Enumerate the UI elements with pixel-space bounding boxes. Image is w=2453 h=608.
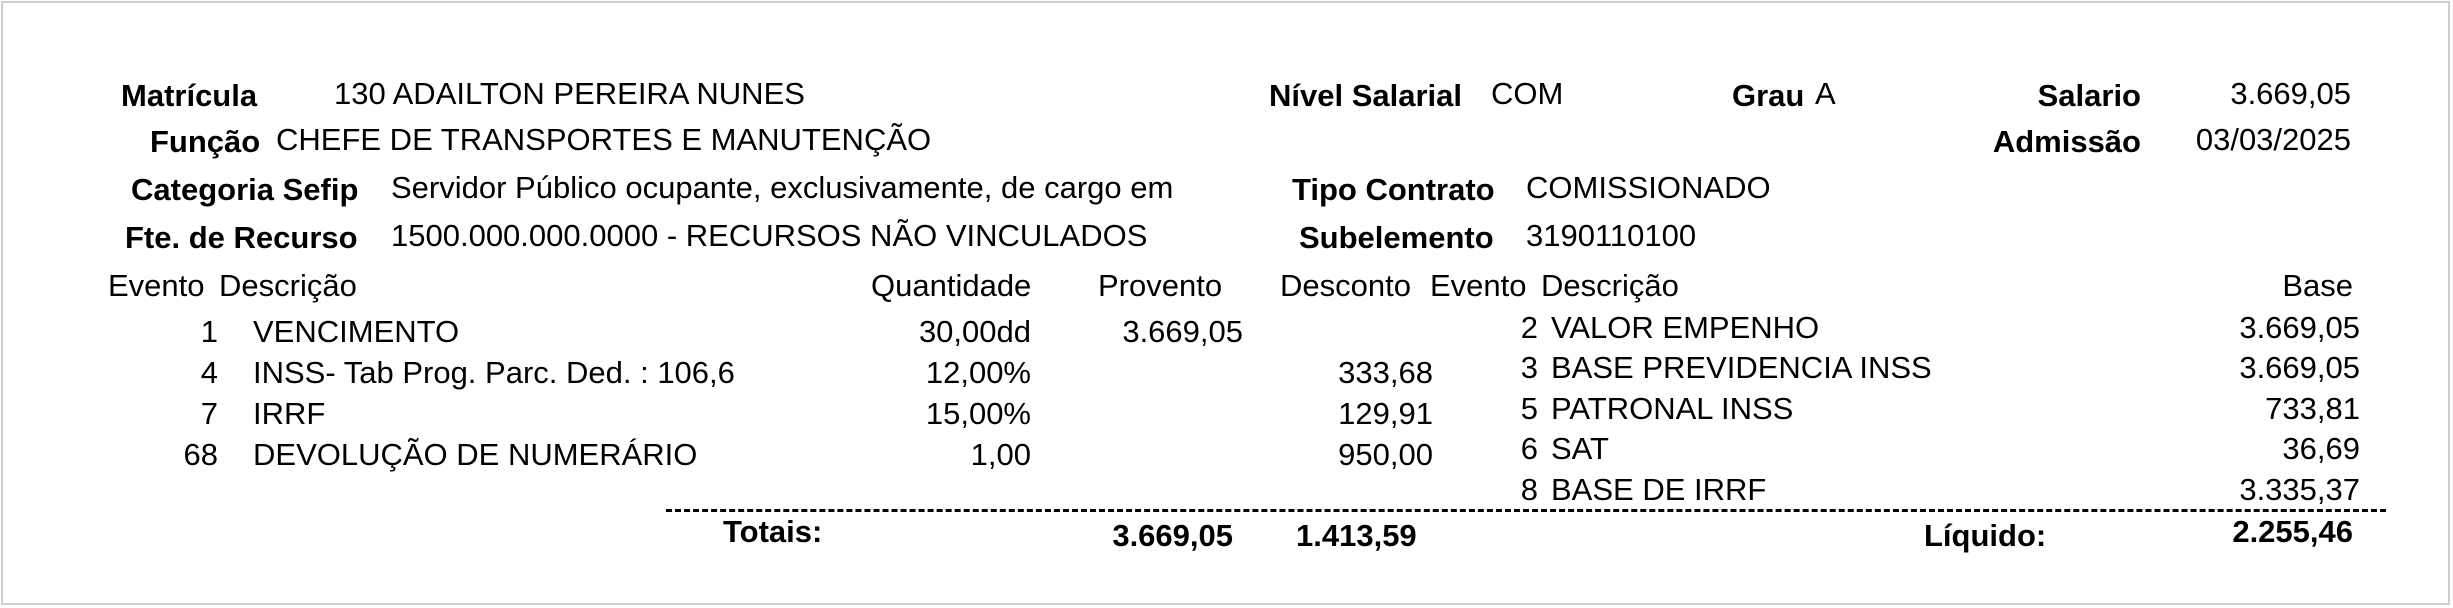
event-desconto: 950,00 <box>1338 437 1433 472</box>
grau-value: A <box>1815 76 1836 111</box>
event-desconto: 129,91 <box>1338 396 1433 431</box>
tipo-contrato-value: COMISSIONADO <box>1526 170 1771 205</box>
base-description: SAT <box>1551 431 1609 466</box>
base-code: 2 <box>1520 310 1538 345</box>
event-desconto: 333,68 <box>1338 355 1433 390</box>
col-evento-base: Evento <box>1430 268 1527 303</box>
nivel-salarial-value: COM <box>1491 76 1564 111</box>
col-descricao-base: Descrição <box>1541 268 1679 303</box>
base-description: BASE DE IRRF <box>1551 472 1767 507</box>
event-quantity: 12,00% <box>925 355 1031 390</box>
admissao-label: Admissão <box>1992 124 2141 159</box>
base-description: BASE PREVIDENCIA INSS <box>1551 350 1932 385</box>
salario-label: Salario <box>2037 78 2141 113</box>
event-code: 4 <box>200 355 218 390</box>
event-description: DEVOLUÇÃO DE NUMERÁRIO <box>253 437 698 472</box>
col-evento: Evento <box>108 268 205 303</box>
funcao-value: CHEFE DE TRANSPORTES E MANUTENÇÃO <box>276 122 932 157</box>
totals-label: Totais: <box>723 514 823 549</box>
fonte-recurso-value: 1500.000.000.0000 - RECURSOS NÃO VINCULADOS <box>391 218 1148 253</box>
base-value: 36,69 <box>2282 431 2360 466</box>
event-description: INSS- Tab Prog. Parc. Ded. : 106,6 <box>253 355 735 390</box>
base-code: 5 <box>1520 391 1538 426</box>
subelemento-value: 3190110100 <box>1526 218 1697 253</box>
categoria-sefip-label: Categoria Sefip <box>131 172 359 207</box>
salario-value: 3.669,05 <box>2230 76 2351 111</box>
event-description: VENCIMENTO <box>253 314 460 349</box>
matricula-value: 130 ADAILTON PEREIRA NUNES <box>334 76 805 111</box>
base-description: PATRONAL INSS <box>1551 391 1794 426</box>
fonte-recurso-label: Fte. de Recurso <box>125 220 358 255</box>
col-quantidade: Quantidade <box>871 268 1032 303</box>
payslip-frame <box>1 1 2450 605</box>
event-quantity: 30,00dd <box>918 314 1031 349</box>
base-value: 3.669,05 <box>2239 310 2360 345</box>
total-provento: 3.669,05 <box>1112 518 1233 553</box>
event-code: 68 <box>183 437 218 472</box>
col-provento: Provento <box>1098 268 1223 303</box>
total-desconto: 1.413,59 <box>1296 518 1417 553</box>
base-value: 733,81 <box>2265 391 2360 426</box>
base-code: 3 <box>1520 350 1538 385</box>
event-quantity: 1,00 <box>970 437 1031 472</box>
grau-label: Grau <box>1732 78 1805 113</box>
admissao-value: 03/03/2025 <box>2195 122 2351 157</box>
matricula-label: Matrícula <box>121 78 258 113</box>
nivel-salarial-label: Nível Salarial <box>1269 78 1463 113</box>
event-code: 7 <box>200 396 218 431</box>
event-code: 1 <box>200 314 218 349</box>
funcao-label: Função <box>150 124 261 159</box>
event-provento: 3.669,05 <box>1122 314 1243 349</box>
categoria-sefip-value: Servidor Público ocupante, exclusivamente, de cargo em <box>391 170 1174 205</box>
base-value: 3.335,37 <box>2239 472 2360 507</box>
col-descricao: Descrição <box>219 268 357 303</box>
base-value: 3.669,05 <box>2239 350 2360 385</box>
col-base: Base <box>2282 268 2353 303</box>
liquido-value: 2.255,46 <box>2232 514 2353 549</box>
tipo-contrato-label: Tipo Contrato <box>1292 172 1495 207</box>
col-desconto: Desconto <box>1280 268 1411 303</box>
event-description: IRRF <box>253 396 326 431</box>
base-description: VALOR EMPENHO <box>1551 310 1820 345</box>
base-code: 6 <box>1520 431 1538 466</box>
event-quantity: 15,00% <box>925 396 1031 431</box>
liquido-label: Líquido: <box>1924 518 2047 553</box>
base-code: 8 <box>1520 472 1538 507</box>
totals-separator <box>666 509 2386 512</box>
subelemento-label: Subelemento <box>1299 220 1494 255</box>
